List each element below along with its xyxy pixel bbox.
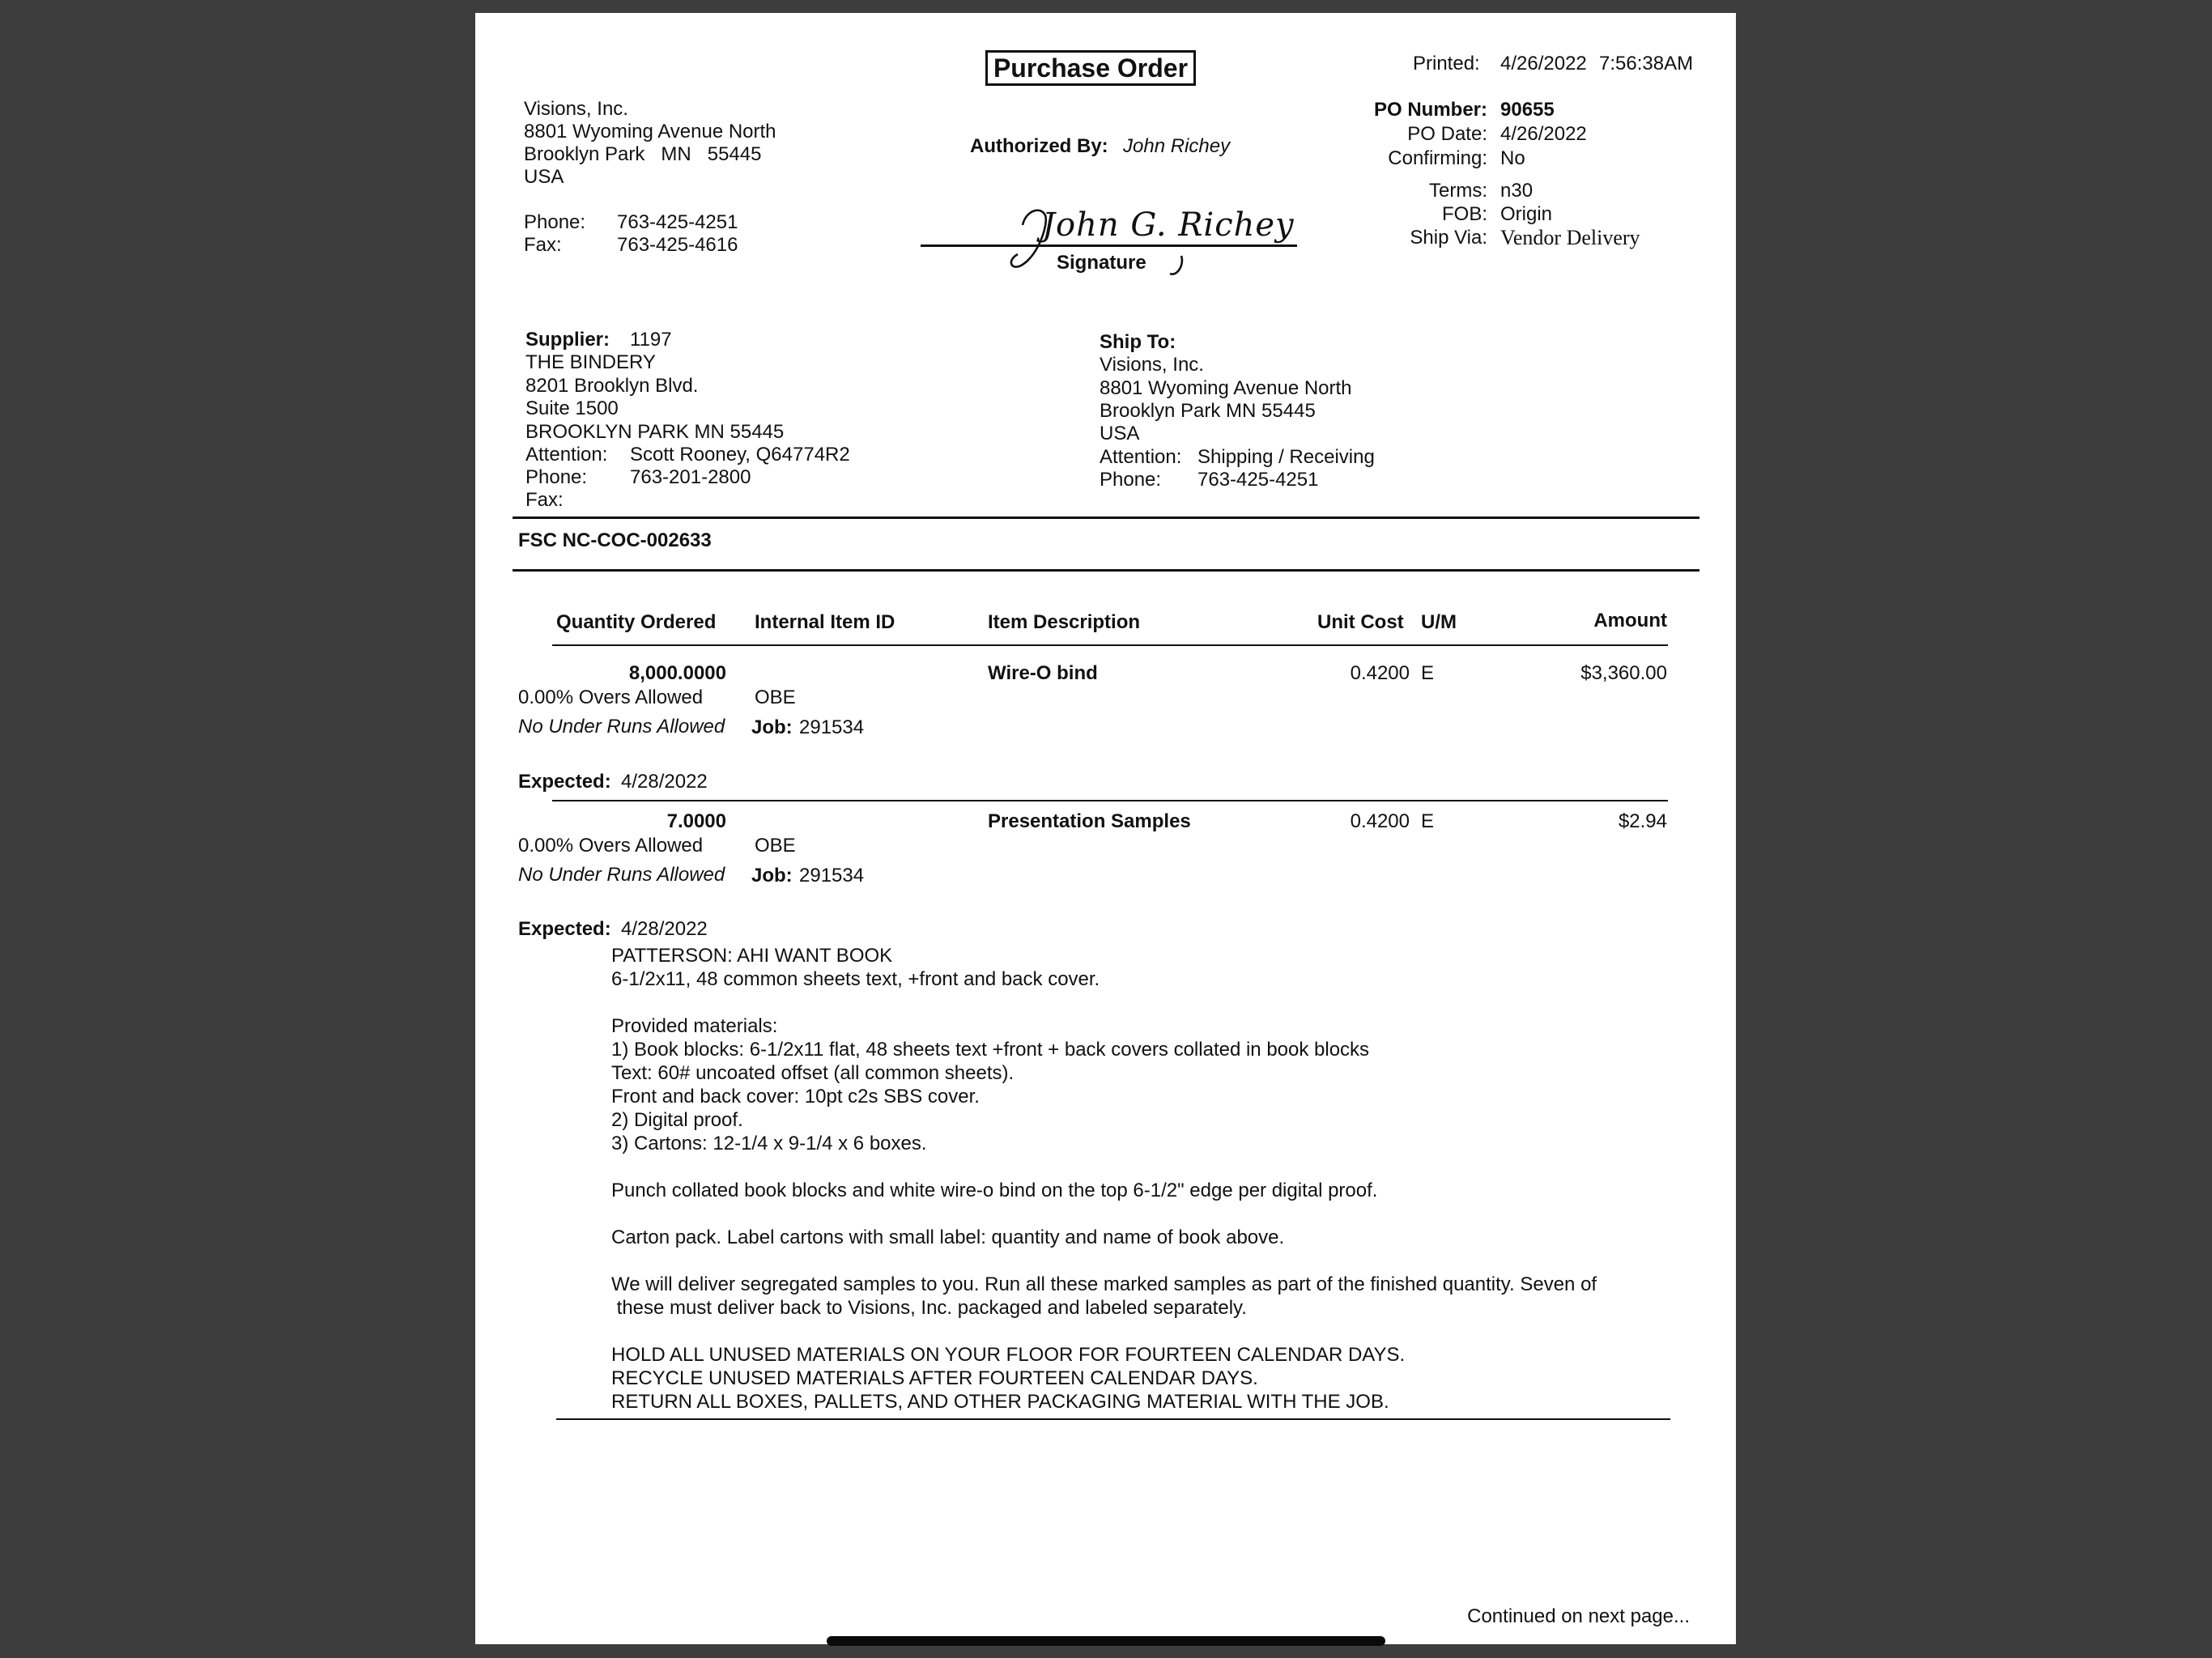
divider-top	[513, 517, 1699, 519]
note-line: Provided materials:	[611, 1015, 778, 1037]
item-amount: $2.94	[1618, 810, 1667, 832]
col-um: U/M	[1421, 611, 1457, 633]
home-indicator[interactable]	[827, 1636, 1385, 1646]
note-line: RETURN ALL BOXES, PALLETS, AND OTHER PACKAGING MATERIAL WITH THE JOB.	[611, 1391, 1389, 1413]
po-date-label: PO Date:	[1407, 123, 1487, 145]
supplier-phone-label: Phone:	[525, 466, 588, 488]
item-notes	[611, 944, 1597, 1414]
note-line: 2) Digital proof.	[611, 1109, 743, 1131]
col-unit-cost: Unit Cost	[1317, 611, 1404, 633]
item-expected-date: 4/28/2022	[621, 918, 708, 940]
item-id: OBE	[755, 835, 796, 857]
authorized-by-label: Authorized By:	[970, 135, 1108, 157]
note-line	[611, 1249, 1597, 1273]
item-overs: 0.00% Overs Allowed	[518, 687, 704, 708]
ship-to-address: 8801 Wyoming Avenue North	[1100, 377, 1352, 399]
item-expected-label: Expected:	[518, 918, 611, 940]
note-line: 3) Cartons: 12-1/4 x 9-1/4 x 6 boxes.	[611, 1133, 927, 1154]
item-um: E	[1421, 810, 1435, 832]
item-job: 291534	[799, 865, 865, 886]
item-under-runs: No Under Runs Allowed	[518, 864, 725, 886]
col-internal-item-id: Internal Item ID	[755, 611, 895, 633]
notes-rule	[556, 1418, 1670, 1420]
note-line: Text: 60# uncoated offset (all common sheets).	[611, 1062, 1015, 1084]
printed-label: Printed:	[1413, 53, 1480, 74]
confirming-label: Confirming:	[1388, 147, 1487, 169]
note-line: 6-1/2x11, 48 common sheets text, +front and back cover.	[611, 968, 1100, 990]
item-quantity: 8,000.0000	[628, 662, 726, 684]
supplier-city: BROOKLYN PARK MN 55445	[525, 421, 785, 443]
po-number: 90655	[1500, 99, 1555, 121]
po-number-label: PO Number:	[1373, 99, 1487, 121]
printed-date: 4/26/2022	[1500, 53, 1587, 74]
item-um: E	[1421, 662, 1435, 684]
note-line: Punch collated book blocks and white wire-o bind on the top 6-1/2" edge per digital proof.	[611, 1180, 1378, 1201]
note-line	[611, 1202, 1597, 1226]
note-line: Front and back cover: 10pt c2s SBS cover.	[611, 1086, 980, 1107]
note-line: PATTERSON: AHI WANT BOOK	[611, 945, 893, 967]
ship-via-value: Vendor Delivery	[1500, 226, 1640, 249]
col-quantity-ordered: Quantity Ordered	[556, 611, 717, 633]
note-line: We will deliver segregated samples to you. Run all these marked samples as part of the finished quantity. Seven of	[611, 1273, 1597, 1295]
note-line: these must deliver back to Visions, Inc. packaged and labeled separately.	[611, 1297, 1247, 1319]
supplier-address2: Suite 1500	[525, 397, 619, 419]
supplier-address1: 8201 Brooklyn Blvd.	[525, 375, 699, 397]
item-unit-cost: 0.4200	[1350, 810, 1410, 832]
ship-to-label: Ship To:	[1100, 331, 1176, 353]
note-line: HOLD ALL UNUSED MATERIALS ON YOUR FLOOR FOR FOURTEEN CALENDAR DAYS.	[611, 1344, 1406, 1366]
company-phone: 763-425-4251	[617, 211, 738, 233]
company-address: 8801 Wyoming Avenue North	[524, 121, 776, 142]
item-description: Presentation Samples	[988, 810, 1191, 832]
po-date: 4/26/2022	[1500, 123, 1587, 145]
company-phone-label: Phone:	[524, 211, 586, 233]
supplier-fax-label: Fax:	[525, 489, 564, 511]
fsc-code: FSC NC-COC-002633	[518, 529, 712, 551]
item-job: 291534	[799, 716, 865, 738]
note-line	[611, 1320, 1597, 1343]
ship-to-country: USA	[1100, 423, 1140, 444]
note-line: 1) Book blocks: 6-1/2x11 flat, 48 sheets text +front + back covers collated in book blocks	[611, 1039, 1370, 1061]
supplier-label: Supplier:	[525, 329, 610, 351]
divider-bottom	[513, 569, 1699, 572]
supplier-attention: Scott Rooney, Q64774R2	[630, 444, 850, 466]
note-line	[611, 1155, 1597, 1179]
company-name: Visions, Inc.	[524, 98, 628, 120]
fob-label: FOB:	[1441, 203, 1487, 225]
note-line: Carton pack. Label cartons with small label: quantity and name of book above.	[611, 1226, 1285, 1248]
supplier-attention-label: Attention:	[525, 444, 608, 466]
signature-line	[921, 244, 1297, 247]
confirming-value: No	[1500, 147, 1525, 169]
printed-time: 7:56:38AM	[1599, 53, 1694, 74]
fob-value: Origin	[1500, 203, 1553, 225]
terms-value: n30	[1500, 180, 1534, 202]
ship-to-phone-label: Phone:	[1100, 469, 1162, 491]
company-fax-label: Fax:	[524, 234, 562, 256]
item-job-label: Job:	[751, 865, 793, 886]
item-expected-date: 4/28/2022	[621, 771, 708, 793]
item-quantity: 7.0000	[666, 810, 726, 832]
document-page[interactable]	[475, 13, 1736, 1644]
ship-to-attention-label: Attention:	[1100, 446, 1182, 468]
col-item-description: Item Description	[988, 611, 1141, 633]
supplier-phone: 763-201-2800	[630, 466, 751, 488]
item-amount: $3,360.00	[1580, 662, 1667, 684]
note-line	[611, 991, 1597, 1014]
item-unit-cost: 0.4200	[1350, 662, 1410, 684]
signature-label: Signature	[1057, 252, 1146, 274]
item-description: Wire-O bind	[988, 662, 1098, 684]
item-separator	[552, 800, 1668, 801]
ship-to-phone: 763-425-4251	[1197, 469, 1319, 491]
authorized-by-name: John Richey	[1123, 135, 1231, 157]
ship-to-attention: Shipping / Receiving	[1197, 446, 1375, 468]
item-overs: 0.00% Overs Allowed	[518, 835, 704, 857]
company-fax: 763-425-4616	[617, 234, 738, 256]
terms-label: Terms:	[1429, 180, 1487, 202]
item-id: OBE	[755, 687, 796, 708]
continued-note: Continued on next page...	[1467, 1605, 1690, 1627]
note-line: RECYCLE UNUSED MATERIALS AFTER FOURTEEN CALENDAR DAYS.	[611, 1367, 1258, 1389]
ship-to-name: Visions, Inc.	[1100, 354, 1204, 376]
signature-script: John G. Richey	[1042, 206, 1295, 244]
supplier-id: 1197	[630, 329, 672, 351]
item-expected-label: Expected:	[518, 771, 611, 793]
company-country: USA	[524, 166, 564, 188]
ship-to-city: Brooklyn Park MN 55445	[1100, 400, 1316, 422]
ship-via-label: Ship Via:	[1410, 227, 1487, 249]
item-job-label: Job:	[751, 716, 793, 738]
supplier-name: THE BINDERY	[525, 351, 656, 373]
col-amount: Amount	[1593, 610, 1667, 631]
header-rule	[552, 644, 1668, 646]
company-city: Brooklyn Park MN 55445	[524, 143, 762, 165]
item-under-runs: No Under Runs Allowed	[518, 716, 725, 738]
document-title: Purchase Order	[985, 50, 1196, 86]
